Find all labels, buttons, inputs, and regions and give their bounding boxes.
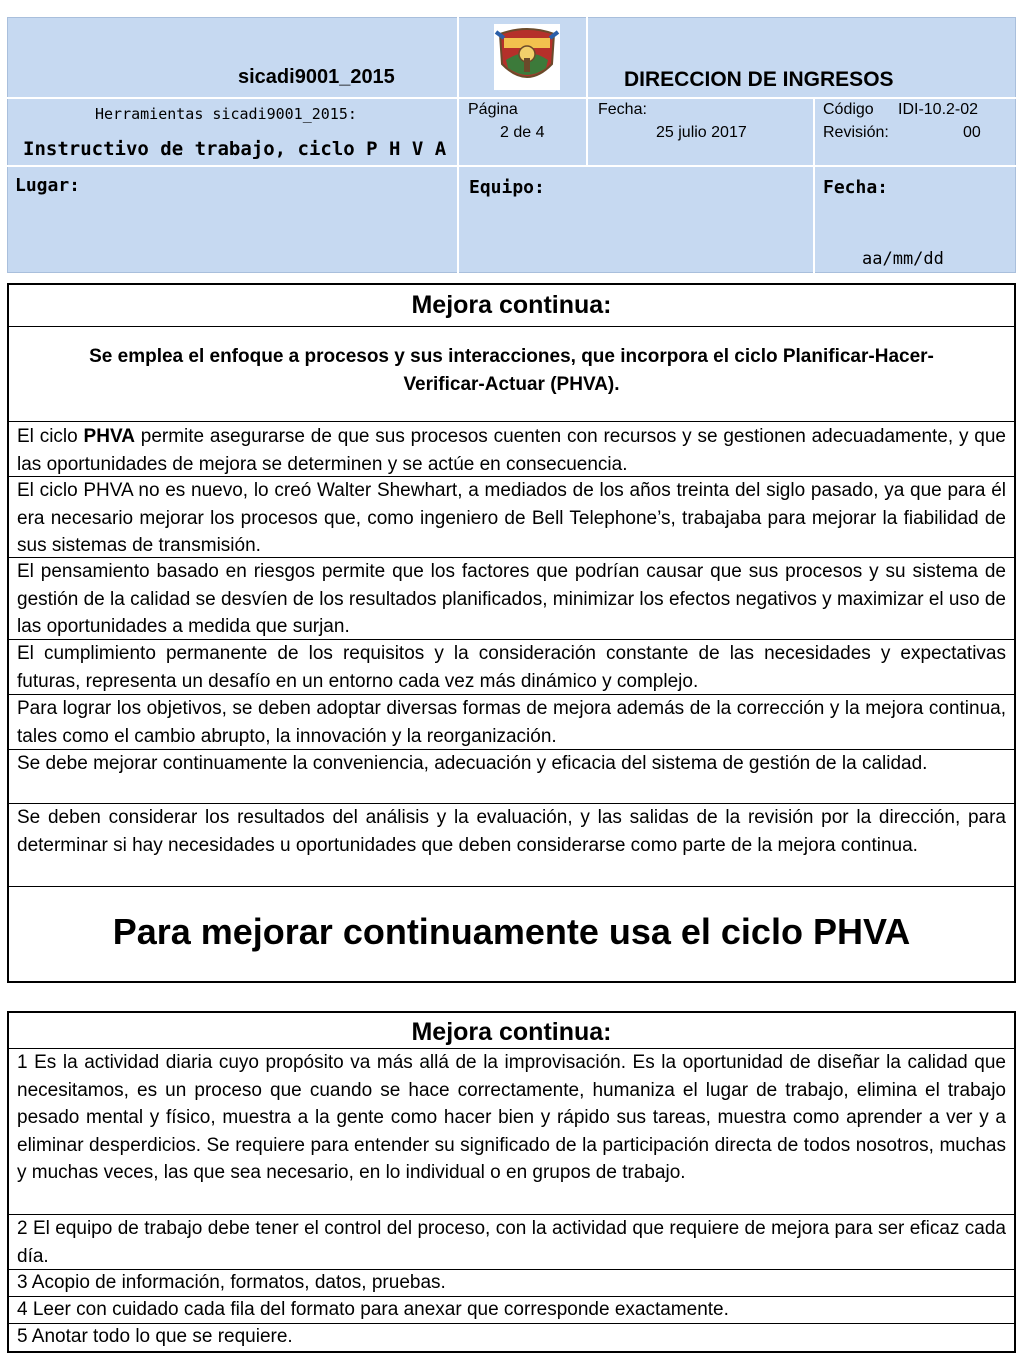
header-divider [813, 98, 815, 273]
place-label: Lugar: [15, 175, 81, 196]
step-text: 2 El equipo de trabajo debe tener el control del proceso, con la actividad que requiere de mejora para ser eficaz cada día. [17, 1218, 1006, 1267]
intro-row [9, 327, 1014, 422]
section-title: Mejora continua: [411, 291, 612, 319]
header-divider [7, 165, 1016, 167]
paragraph-row [9, 558, 1014, 640]
revision-value: 00 [963, 124, 981, 141]
coat-of-arms-logo [494, 24, 560, 90]
paragraph-bold: PHVA [83, 426, 135, 447]
document-title: Instructivo de trabajo, ciclo P H V A [23, 138, 447, 160]
tools-label: Herramientas sicadi9001_2015: [95, 105, 357, 123]
step-text: 3 Acopio de información, formatos, datos, pruebas. [17, 1272, 446, 1293]
phva-banner: Para mejorar continuamente usa el ciclo PHVA [112, 911, 911, 952]
paragraph-text: El ciclo PHVA no es nuevo, lo creó Walter Shewhart, a mediados de los años treinta del siglo pasado, ya que para él era necesario mejorar los procesos que, como ingeniero de Bell Telephone’s, trabajaba para mejorar la fiabilidad de sus sistemas de transmisión. [17, 480, 1006, 556]
step-row [9, 1324, 1014, 1351]
step-row [9, 1049, 1014, 1215]
paragraph-row [9, 750, 1014, 804]
code-value: IDI-10.2-02 [898, 101, 979, 118]
header-divider [457, 17, 459, 273]
paragraph-row [9, 695, 1014, 750]
step-row [9, 1297, 1014, 1324]
paragraph-text: Se debe mejorar continuamente la conveniencia, adecuación y eficacia del sistema de gestión de la calidad. [17, 753, 928, 774]
paragraph-text: Se deben considerar los resultados del análisis y la evaluación, y las salidas de la revisión por la dirección, para determinar si hay necesidades u oportunidades que deben considerarse como parte de la mejora continua. [17, 807, 1006, 856]
step-row [9, 1215, 1014, 1270]
department-name: DIRECCION DE INGRESOS [624, 68, 894, 91]
page-value: 2 de 4 [500, 124, 545, 141]
section-title: Mejora continua: [411, 1018, 612, 1046]
date-format-hint: aa/mm/dd [862, 249, 944, 269]
step-text: 1 Es la actividad diaria cuyo propósito va más allá de la improvisación. Es la oportunidad de diseñar la calidad que necesitamos, es un proceso que cuando se hace correctamente, humaniza el lugar de trabajo, elimina el trabajo pesado mental y físico, muestra a la gente como hacer bien y rápido sus tareas, muestra como aprender a ver y a eliminar desperdicios. Se requiere para entender su significado de la participación directa de todos nosotros, muchas y muchas veces, las que sea necesario, en lo individual o en grupos de trabajo. [17, 1052, 1006, 1183]
continuous-improvement-section [7, 283, 1016, 983]
section-title-row [9, 285, 1014, 327]
paragraph-text [17, 423, 1006, 478]
header-divider [586, 17, 588, 165]
paragraph-row [9, 422, 1014, 477]
banner-row [9, 887, 1014, 981]
intro-text: Se emplea el enfoque a procesos y sus interacciones, que incorpora el ciclo Planificar-Hacer-Verificar-Actuar (PHVA). [89, 346, 934, 395]
date-value: 25 julio 2017 [656, 124, 747, 141]
system-name: sicadi9001_2015 [238, 66, 395, 88]
paragraph-row [9, 640, 1014, 695]
code-label: Código [823, 101, 874, 118]
step-row [9, 1270, 1014, 1297]
step-text: 5 Anotar todo lo que se requiere. [17, 1326, 293, 1347]
paragraph-text: El pensamiento basado en riesgos permite que los factores que podrían causar que sus procesos y su sistema de gestión de la calidad se desvíen de los resultados planificados, minimizar los efectos negativos y maximizar el uso de las oportunidades a medida que surjan. [17, 561, 1006, 637]
paragraph-row [9, 804, 1014, 887]
paragraph-rest: permite asegurarse de que sus procesos cuenten con recursos y se gestionen adecuadamente, y que las oportunidades de mejora se determinen y se actúe en consecuencia. [17, 426, 1006, 475]
date-label: Fecha: [598, 101, 647, 118]
continuous-improvement-steps-section [7, 1011, 1016, 1353]
header-divider [7, 97, 1016, 99]
page-label: Página [468, 101, 518, 118]
team-label: Equipo: [469, 177, 545, 198]
section-title-row [9, 1013, 1014, 1049]
revision-label: Revisión: [823, 124, 889, 141]
coat-of-arms-icon [494, 24, 560, 90]
step-text: 4 Leer con cuidado cada fila del formato para anexar que corresponde exactamente. [17, 1299, 729, 1320]
paragraph-row [9, 477, 1014, 558]
paragraph-lead: El ciclo [17, 426, 84, 447]
paragraph-text: El cumplimiento permanente de los requisitos y la consideración constante de las necesidades y expectativas futuras, representa un desafío en un entorno cada vez más dinámico y complejo. [17, 643, 1006, 692]
fill-date-label: Fecha: [823, 177, 889, 198]
paragraph-text: Para lograr los objetivos, se deben adoptar diversas formas de mejora además de la corrección y la mejora continua, tales como el cambio abrupto, la innovación y la reorganización. [17, 698, 1006, 747]
